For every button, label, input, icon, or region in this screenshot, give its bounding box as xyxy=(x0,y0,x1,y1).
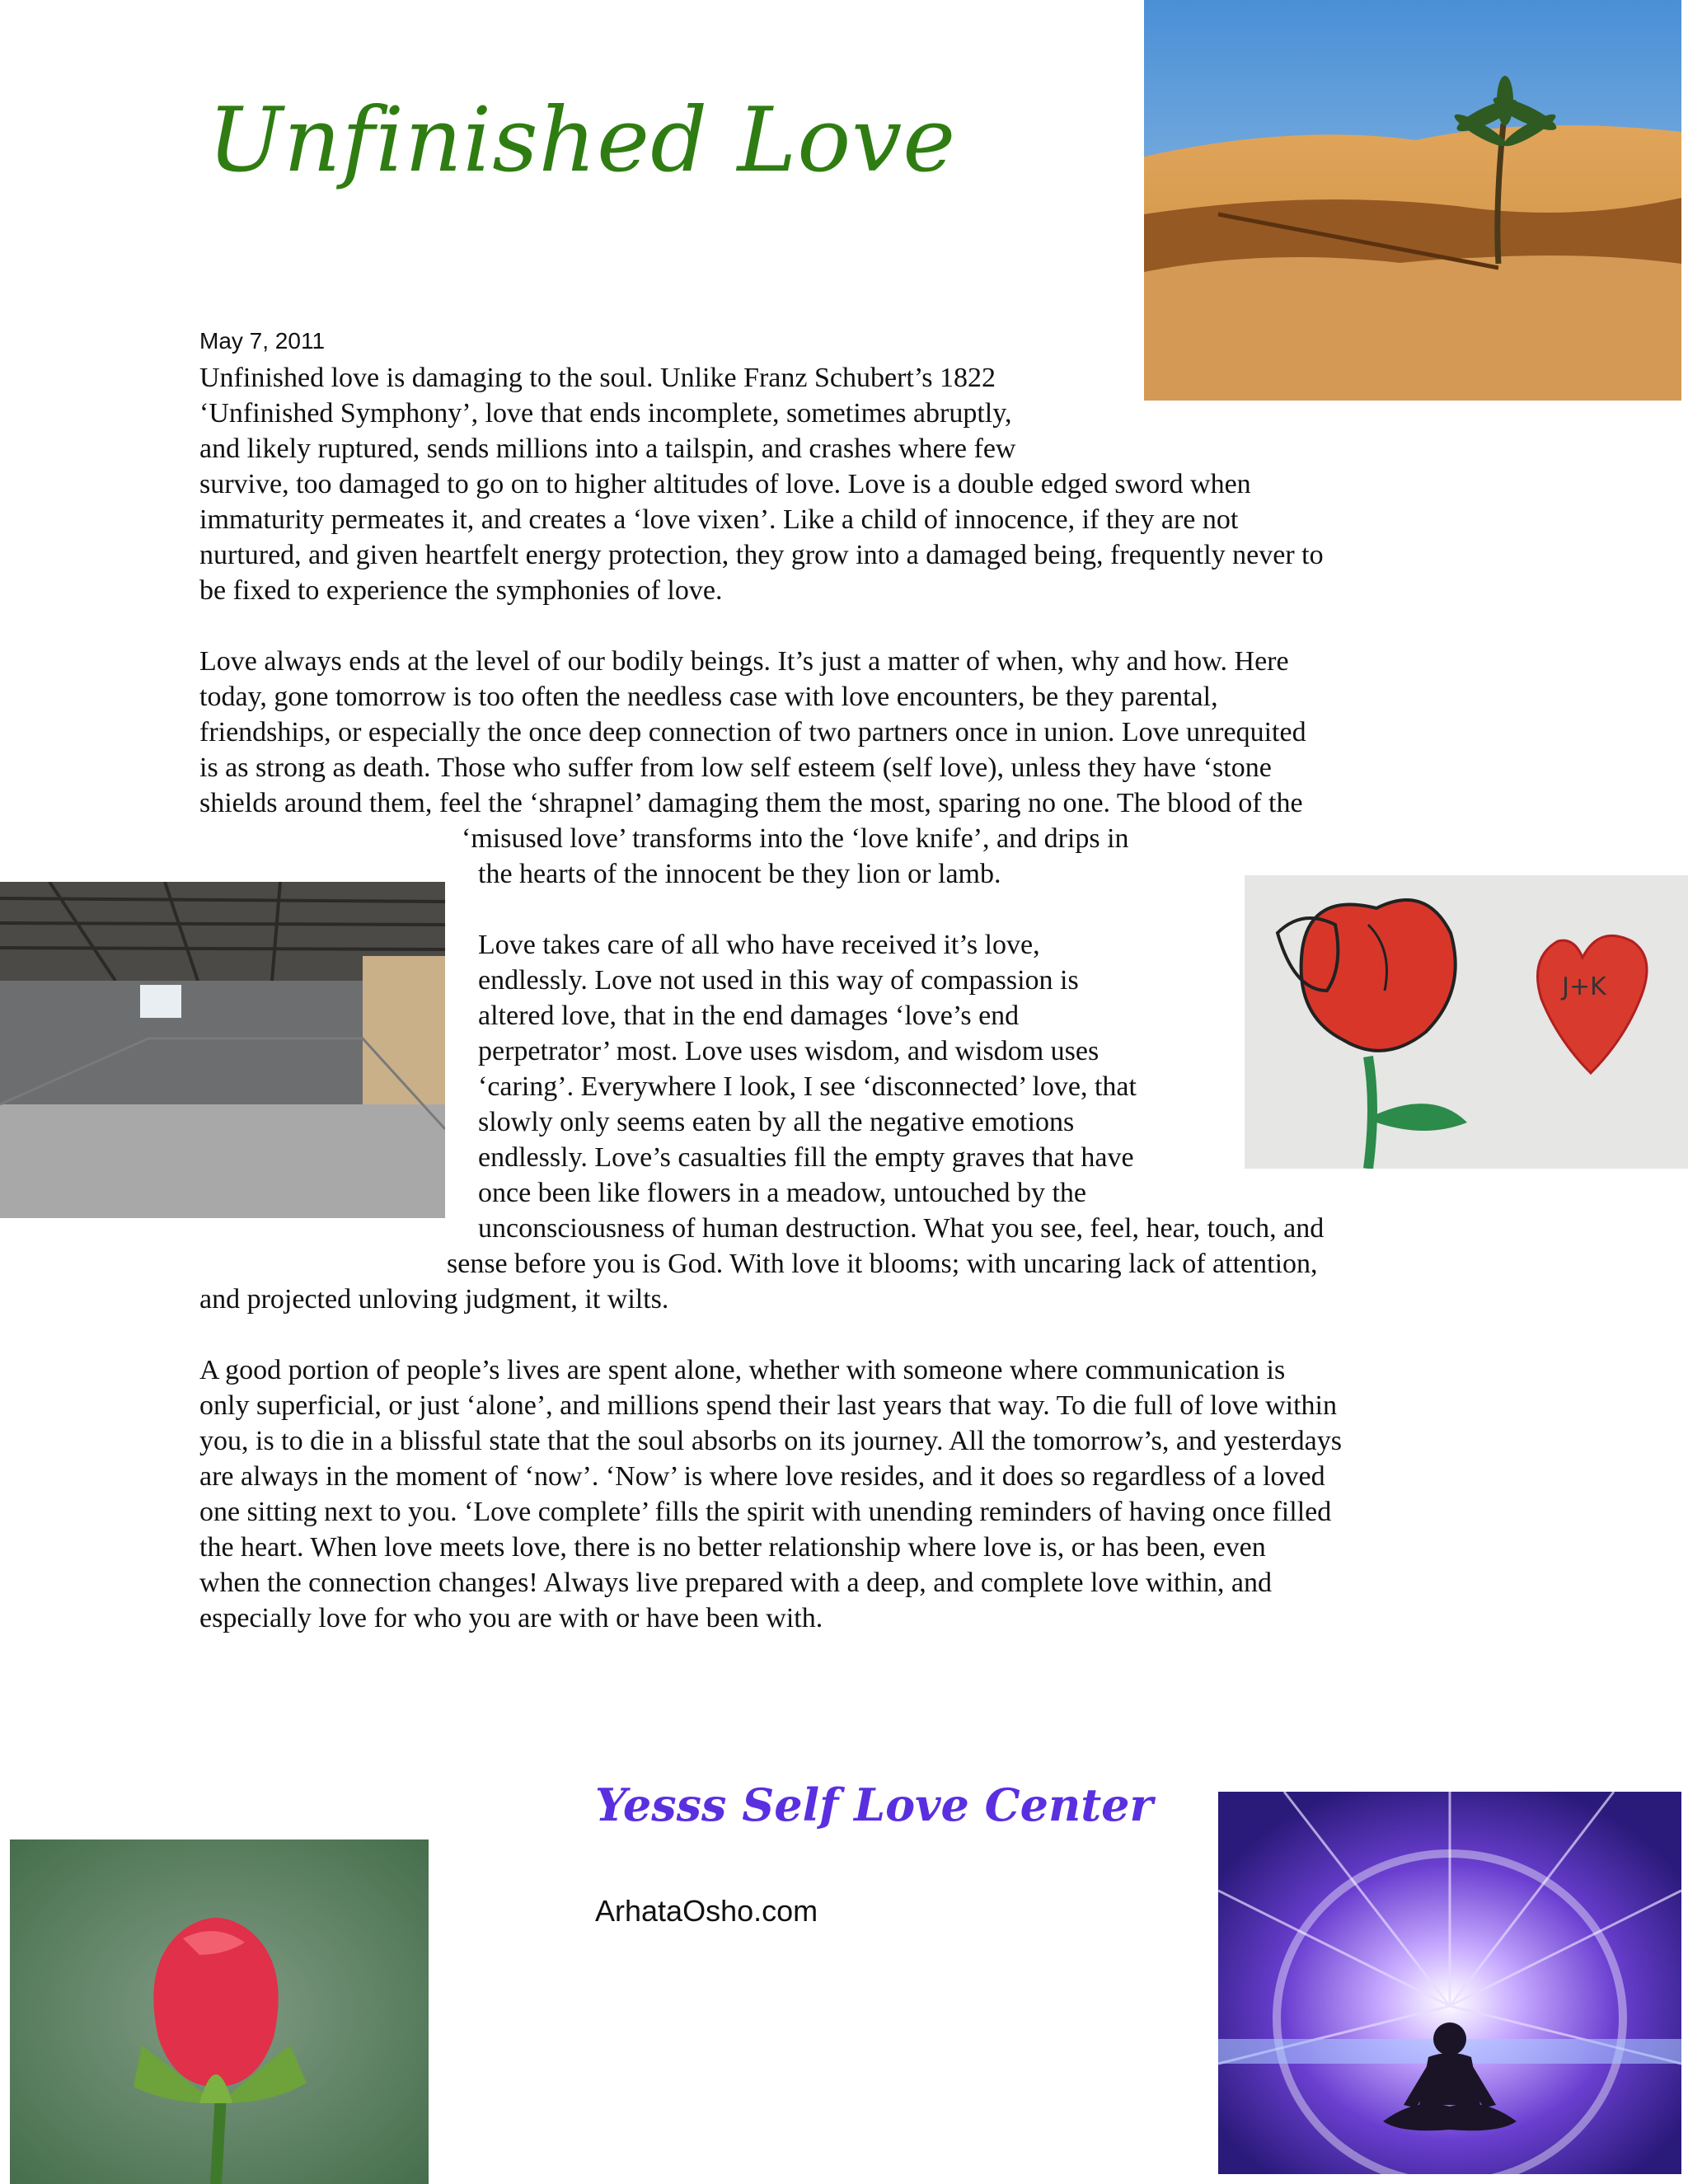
body-line: Love takes care of all who have received it’s love, xyxy=(478,930,1040,960)
body-line: ‘Unfinished Symphony’, love that ends incomplete, sometimes abruptly, xyxy=(199,398,1012,429)
footer-brand: Yesss Self Love Center xyxy=(595,1779,1153,1831)
meditation-image xyxy=(1218,1792,1681,2174)
body-line: especially love for who you are with or have been with. xyxy=(199,1603,823,1633)
body-line: endlessly. Love’s casualties fill the empty graves that have xyxy=(478,1142,1134,1173)
body-line: ‘misused love’ transforms into the ‘love knife’, and drips in xyxy=(462,823,1129,854)
body-line: be fixed to experience the symphonies of love. xyxy=(199,575,723,606)
rose-bud-image xyxy=(10,1840,429,2184)
body-line: the hearts of the innocent be they lion or lamb. xyxy=(478,859,1001,889)
body-line: sense before you is God. With love it blooms; with uncaring lack of attention, xyxy=(447,1249,1318,1279)
body-line: perpetrator’ most. Love uses wisdom, and wisdom uses xyxy=(478,1036,1100,1066)
body-line: friendships, or especially the once deep connection of two partners once in union. Love unrequited xyxy=(199,717,1306,748)
body-line: unconsciousness of human destruction. What you see, feel, hear, touch, and xyxy=(478,1213,1325,1244)
body-line: slowly only seems eaten by all the negative emotions xyxy=(478,1107,1075,1137)
body-line: are always in the moment of ‘now’. ‘Now’ is where love resides, and it does so regardless of a loved xyxy=(199,1461,1325,1492)
body-line: Unfinished love is damaging to the soul. Unlike Franz Schubert’s 1822 xyxy=(199,363,996,393)
body-line: nurtured, and given heartfelt energy protection, they grow into a damaged being, frequently never to xyxy=(199,540,1324,570)
body-line: survive, too damaged to go on to higher altitudes of love. Love is a double edged sword when xyxy=(199,469,1251,499)
body-line: is as strong as death. Those who suffer from low self esteem (self love), unless they have ‘stone xyxy=(199,752,1272,783)
body-line: one sitting next to you. ‘Love complete’ fills the spirit with unending reminders of having once filled xyxy=(199,1497,1332,1527)
article-date: May 7, 2011 xyxy=(199,328,326,354)
body-line: and projected unloving judgment, it wilts. xyxy=(199,1284,669,1315)
footer-website[interactable]: ArhataOsho.com xyxy=(595,1894,818,1928)
rose-graffiti-image xyxy=(1245,875,1688,1169)
body-line: shields around them, feel the ‘shrapnel’ damaging them the most, sparing no one. The blood of the xyxy=(199,788,1303,818)
graffiti-initials: J+K xyxy=(1562,972,1606,1001)
body-line: ‘caring’. Everywhere I look, I see ‘disconnected’ love, that xyxy=(478,1071,1137,1102)
page-title: Unfinished Love xyxy=(208,89,957,192)
body-line: Love always ends at the level of our bodily beings. It’s just a matter of when, why and how. Here xyxy=(199,646,1289,677)
body-line: once been like flowers in a meadow, untouched by the xyxy=(478,1178,1086,1208)
body-line: today, gone tomorrow is too often the needless case with love encounters, be they parental, xyxy=(199,682,1218,712)
body-line: altered love, that in the end damages ‘love’s end xyxy=(478,1001,1020,1031)
body-line: when the connection changes! Always live prepared with a deep, and complete love within, and xyxy=(199,1568,1273,1598)
desert-palm-image xyxy=(1144,0,1681,401)
body-line: immaturity permeates it, and creates a ‘love vixen’. Like a child of innocence, if they are not xyxy=(199,504,1239,535)
empty-room-image xyxy=(0,882,445,1218)
body-line: the heart. When love meets love, there is no better relationship where love is, or has been, even xyxy=(199,1532,1266,1563)
body-line: endlessly. Love not used in this way of compassion is xyxy=(478,965,1079,996)
body-line: A good portion of people’s lives are spent alone, whether with someone where communication is xyxy=(199,1355,1286,1385)
body-line: you, is to die in a blissful state that the soul absorbs on its journey. All the tomorrow’s, and yesterdays xyxy=(199,1426,1342,1456)
body-line: and likely ruptured, sends millions into a tailspin, and crashes where few xyxy=(199,434,1016,464)
body-line: only superficial, or just ‘alone’, and millions spend their last years that way. To die full of love within xyxy=(199,1390,1337,1421)
